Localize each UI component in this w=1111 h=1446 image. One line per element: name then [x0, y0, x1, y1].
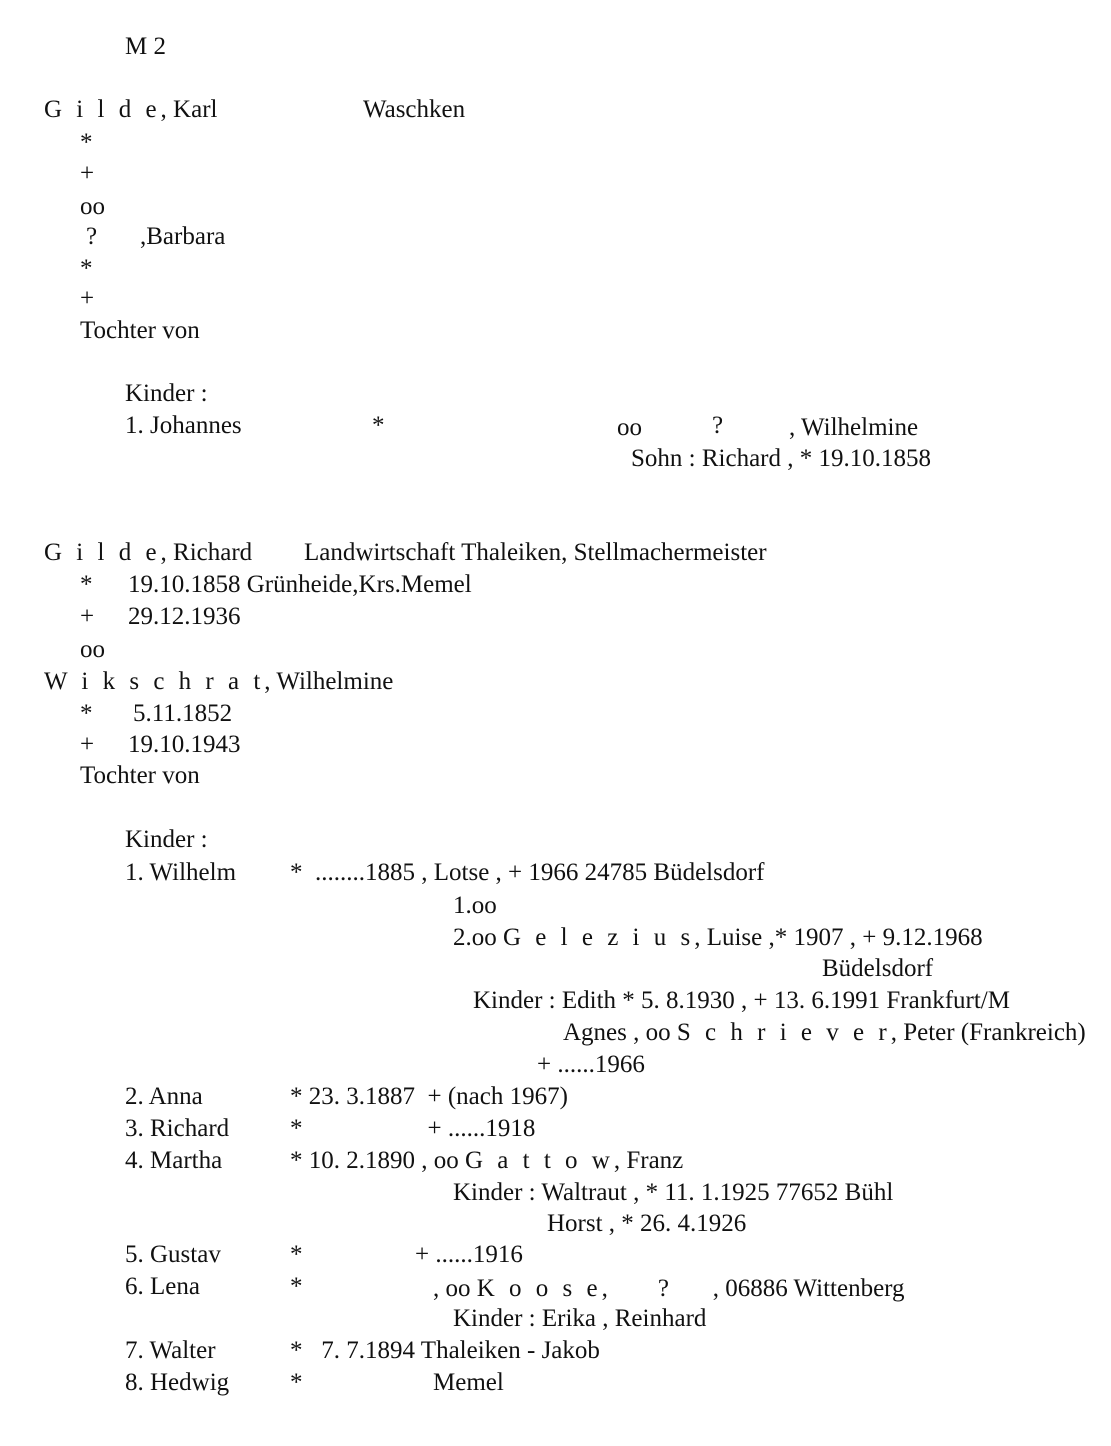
child2-1-marriage1: 1.oo — [453, 892, 497, 919]
child2-4-kids-line1: Kinder : Waltraut , * 11. 1.1925 77652 Bühl — [453, 1179, 894, 1206]
child1-1-son: Sohn : Richard , * 19.10.1858 — [631, 445, 931, 472]
child2-6-spouse-rest: , ? , 06886 Wittenberg — [601, 1275, 905, 1302]
husband2-death: 29.12.1936 — [128, 603, 241, 630]
wife2-daughter-of: Tochter von — [80, 762, 200, 789]
child2-6-name: 6. Lena — [125, 1273, 200, 1300]
husband2-given: , Richard — [160, 539, 253, 566]
wife1-surname: ? — [86, 223, 98, 250]
husband2-death-symbol: + — [80, 603, 95, 630]
husband1-name — [44, 97, 217, 122]
child2-6-marriage-prefix: , oo — [433, 1275, 471, 1302]
child2-8-birth: * — [290, 1369, 303, 1396]
wife2-birth-symbol: * — [80, 700, 93, 727]
child2-7-name: 7. Walter — [125, 1337, 216, 1364]
wife2-name — [44, 669, 393, 694]
child2-1-marriage2-prefix: 2.oo — [453, 924, 497, 951]
husband1-surname: G i l d e — [44, 96, 161, 123]
child2-3-details: * + ......1918 — [290, 1115, 536, 1142]
wife1-birth-symbol: * — [80, 255, 93, 282]
child1-1-birth: * — [372, 412, 385, 439]
child1-1-spouse-given: , Wilhelmine — [789, 414, 919, 441]
child2-1-kids-line2-rest: , Peter (Frankreich) — [890, 1019, 1086, 1046]
child2-1-kids-line3: + ......1966 — [537, 1051, 645, 1078]
marriage2-symbol: oo — [80, 636, 105, 663]
child2-1-name: 1. Wilhelm — [125, 859, 237, 886]
child2-5-name: 5. Gustav — [125, 1241, 221, 1268]
husband1-death-symbol: + — [80, 160, 95, 187]
wife2-death: 19.10.1943 — [128, 731, 241, 758]
child2-4-spouse-given: , Franz — [613, 1147, 684, 1174]
child2-1-details: * ........1885 , Lotse , + 1966 24785 Büdelsdorf — [290, 859, 765, 886]
husband2-birth: 19.10.1858 Grünheide,Krs.Memel — [128, 571, 472, 598]
child2-8-place: Memel — [433, 1369, 504, 1396]
wife1-given: ,Barbara — [140, 223, 226, 250]
children2-header: Kinder : — [125, 826, 208, 853]
wife2-given: , Wilhelmine — [264, 668, 394, 695]
husband1-given: , Karl — [160, 96, 218, 123]
child2-4-name: 4. Martha — [125, 1147, 223, 1174]
child2-6-marriage — [433, 1276, 905, 1301]
child2-1-kids-line2-surname: S c h r i e v e r — [676, 1019, 891, 1046]
wife2-surname: W i k s c h r a t — [44, 668, 265, 695]
child2-4-details — [290, 1148, 683, 1173]
child2-1-kids-line2 — [563, 1020, 1086, 1045]
page-label: M 2 — [125, 33, 166, 60]
wife1-death-symbol: + — [80, 285, 95, 312]
child2-4-spouse-surname: G a t t o w — [465, 1147, 614, 1174]
child2-6-spouse-surname: K o o s e — [476, 1275, 602, 1302]
child2-8-name: 8. Hedwig — [125, 1369, 230, 1396]
children1-header: Kinder : — [125, 380, 208, 407]
child2-7-details: * 7. 7.1894 Thaleiken - Jakob — [290, 1337, 600, 1364]
child1-1-marriage: oo — [617, 414, 642, 441]
child2-1-marriage2-rest: , Luise ,* 1907 , + 9.12.1968 — [694, 924, 983, 951]
child2-1-marriage2-surname: G e l e z i u s — [503, 924, 695, 951]
child2-1-kids-line2-name: Agnes , oo — [563, 1019, 671, 1046]
child2-2-details: * 23. 3.1887 + (nach 1967) — [290, 1083, 568, 1110]
husband2-name — [44, 540, 252, 565]
husband1-place: Waschken — [363, 96, 466, 123]
wife2-death-symbol: + — [80, 731, 95, 758]
husband2-occupation: Landwirtschaft Thaleiken, Stellmachermeister — [304, 539, 767, 566]
child2-1-marriage2 — [453, 925, 983, 950]
wife2-birth: 5.11.1852 — [133, 700, 233, 727]
wife1-daughter-of: Tochter von — [80, 317, 200, 344]
child2-2-name: 2. Anna — [125, 1083, 203, 1110]
child1-1-spouse-surname: ? — [712, 412, 724, 439]
child2-4-kids-line2: Horst , * 26. 4.1926 — [547, 1210, 747, 1237]
husband2-surname: G i l d e — [44, 539, 161, 566]
child2-1-kids-line1: Kinder : Edith * 5. 8.1930 , + 13. 6.1991 Frankfurt/M — [473, 987, 1010, 1014]
child2-3-name: 3. Richard — [125, 1115, 230, 1142]
marriage1-symbol: oo — [80, 193, 105, 220]
child2-5-details: * + ......1916 — [290, 1241, 523, 1268]
child2-6-birth: * — [290, 1273, 303, 1300]
husband1-birth-symbol: * — [80, 129, 93, 156]
child2-6-kids-line1: Kinder : Erika , Reinhard — [453, 1305, 707, 1332]
child1-1-name: 1. Johannes — [125, 412, 242, 439]
child2-4-details-prefix: * 10. 2.1890 , oo — [290, 1147, 459, 1174]
husband2-birth-symbol: * — [80, 571, 93, 598]
child2-1-marriage2-place: Büdelsdorf — [822, 955, 934, 982]
